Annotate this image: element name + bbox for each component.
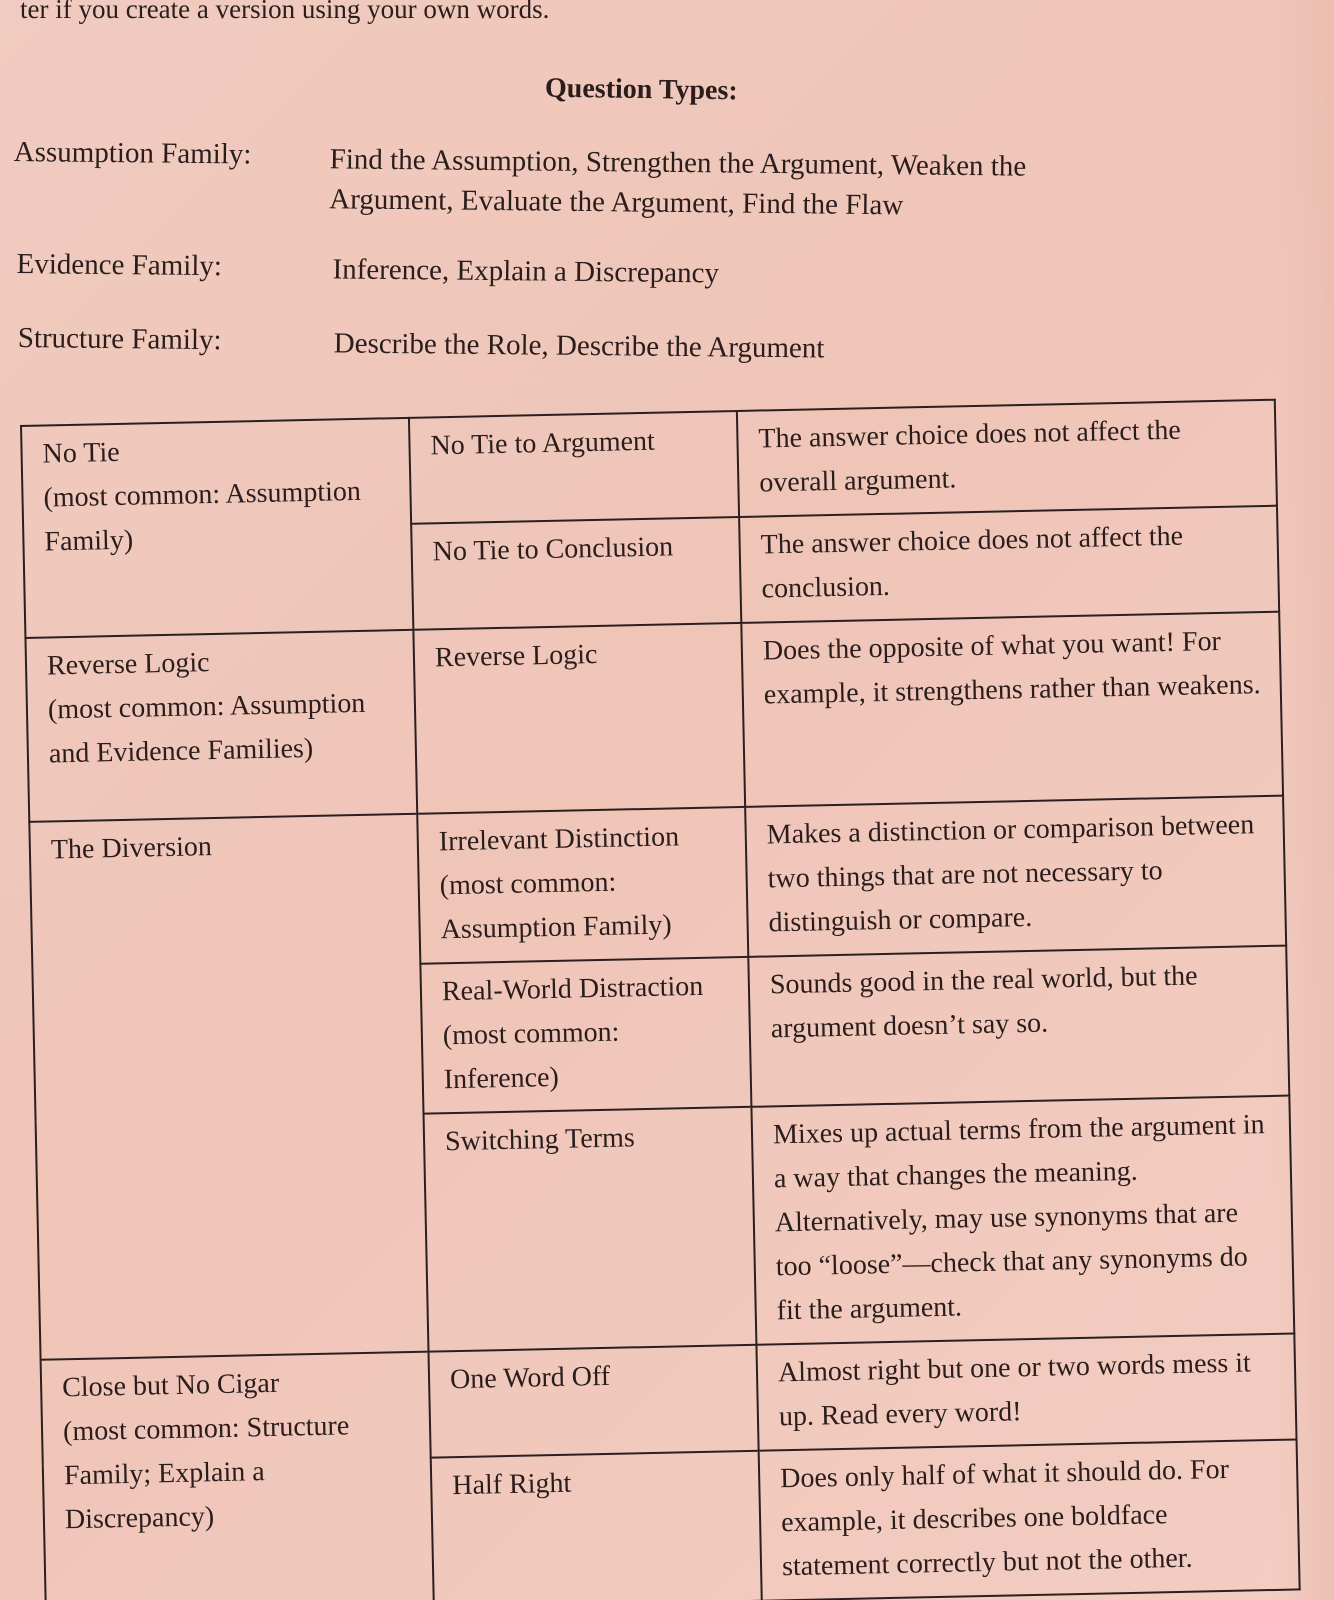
type-cell: [431, 1451, 762, 1600]
description-cell: [751, 1096, 1294, 1345]
type-name: No Tie to Conclusion: [432, 531, 674, 568]
description-cell: [756, 1334, 1296, 1451]
group-note: (most common: Structure Family; Explain a Discrepancy): [62, 1410, 350, 1536]
wrong-answer-table: [20, 399, 1269, 1600]
type-note: (most common: Inference): [442, 1016, 620, 1096]
type-cell: [411, 517, 741, 630]
group-name: No Tie: [42, 436, 120, 470]
group-note: (most common: Assumption and Evidence Families): [47, 687, 366, 770]
group-name: Close but No Cigar: [61, 1367, 280, 1404]
family-label-assumption: Assumption Family:: [13, 135, 252, 171]
family-types-evidence: Inference, Explain a Discrepancy: [332, 253, 720, 290]
type-cell: [409, 411, 739, 524]
group-note: (most common: Assumption Family): [43, 475, 362, 558]
family-list: [11, 128, 1213, 381]
error-types-table: [20, 399, 1301, 1600]
type-cell: [417, 807, 748, 964]
type-description: Does the opposite of what you want! For example, it strengthens rather than weakens.: [762, 625, 1261, 711]
type-name: One Word Off: [449, 1360, 611, 1396]
group-cell-close-but-no-cigar: [41, 1352, 434, 1600]
type-name: Real-World Distraction: [441, 970, 704, 1008]
table-row: [29, 796, 1286, 972]
family-label-evidence: Evidence Family:: [16, 248, 223, 283]
group-cell-diversion: [29, 814, 428, 1360]
group-name: The Diversion: [50, 831, 213, 866]
group-cell-no-tie: [21, 418, 413, 638]
description-cell: [745, 796, 1286, 957]
type-cell: [428, 1345, 758, 1458]
type-name: Switching Terms: [444, 1122, 636, 1158]
intro-text: ter if you create a version using your own words.: [20, 0, 550, 24]
description-cell: [748, 946, 1289, 1107]
type-description: Does only half of what it should do. For example, it describes one boldface statement correctly but not the other.: [779, 1453, 1230, 1583]
type-description: The answer choice does not affect the overall argument.: [758, 414, 1182, 499]
group-cell-reverse-logic: [25, 630, 417, 822]
group-name: Reverse Logic: [46, 647, 210, 682]
type-description: The answer choice does not affect the conclusion.: [760, 520, 1184, 605]
type-cell: [420, 957, 751, 1114]
type-description: Sounds good in the real world, but the argument doesn’t say so.: [769, 960, 1198, 1045]
type-name: Irrelevant Distinction: [438, 821, 680, 858]
description-cell: [759, 1439, 1300, 1600]
type-cell: [413, 623, 745, 814]
type-description: Makes a distinction or comparison between two things that are not necessary to distinguish or compare.: [766, 809, 1255, 939]
type-description: Almost right but one or two words mess it up. Read every word!: [777, 1347, 1252, 1433]
type-name: No Tie to Argument: [430, 425, 656, 462]
description-cell: [739, 506, 1279, 623]
question-types-heading: Question Types:: [544, 72, 738, 107]
family-label-structure: Structure Family:: [17, 322, 222, 357]
type-cell: [424, 1107, 757, 1352]
type-description: Mixes up actual terms from the argument in a way that changes the meaning. Alternatively, may use synonyms that are too “loose”—check that any synonyms do fit the argument.: [772, 1109, 1265, 1327]
table-row: [25, 612, 1283, 822]
family-types-assumption: Find the Assumption, Strengthen the Argument, Weaken the Argument, Evaluate the Argument, Find the Flaw: [329, 143, 1027, 222]
description-cell: [741, 612, 1283, 807]
type-name: Reverse Logic: [434, 638, 598, 674]
description-cell: [737, 400, 1277, 517]
type-name: Half Right: [451, 1467, 572, 1502]
family-types-structure: Describe the Role, Describe the Argument: [333, 327, 825, 365]
type-note: (most common: Assumption Family): [439, 866, 672, 946]
